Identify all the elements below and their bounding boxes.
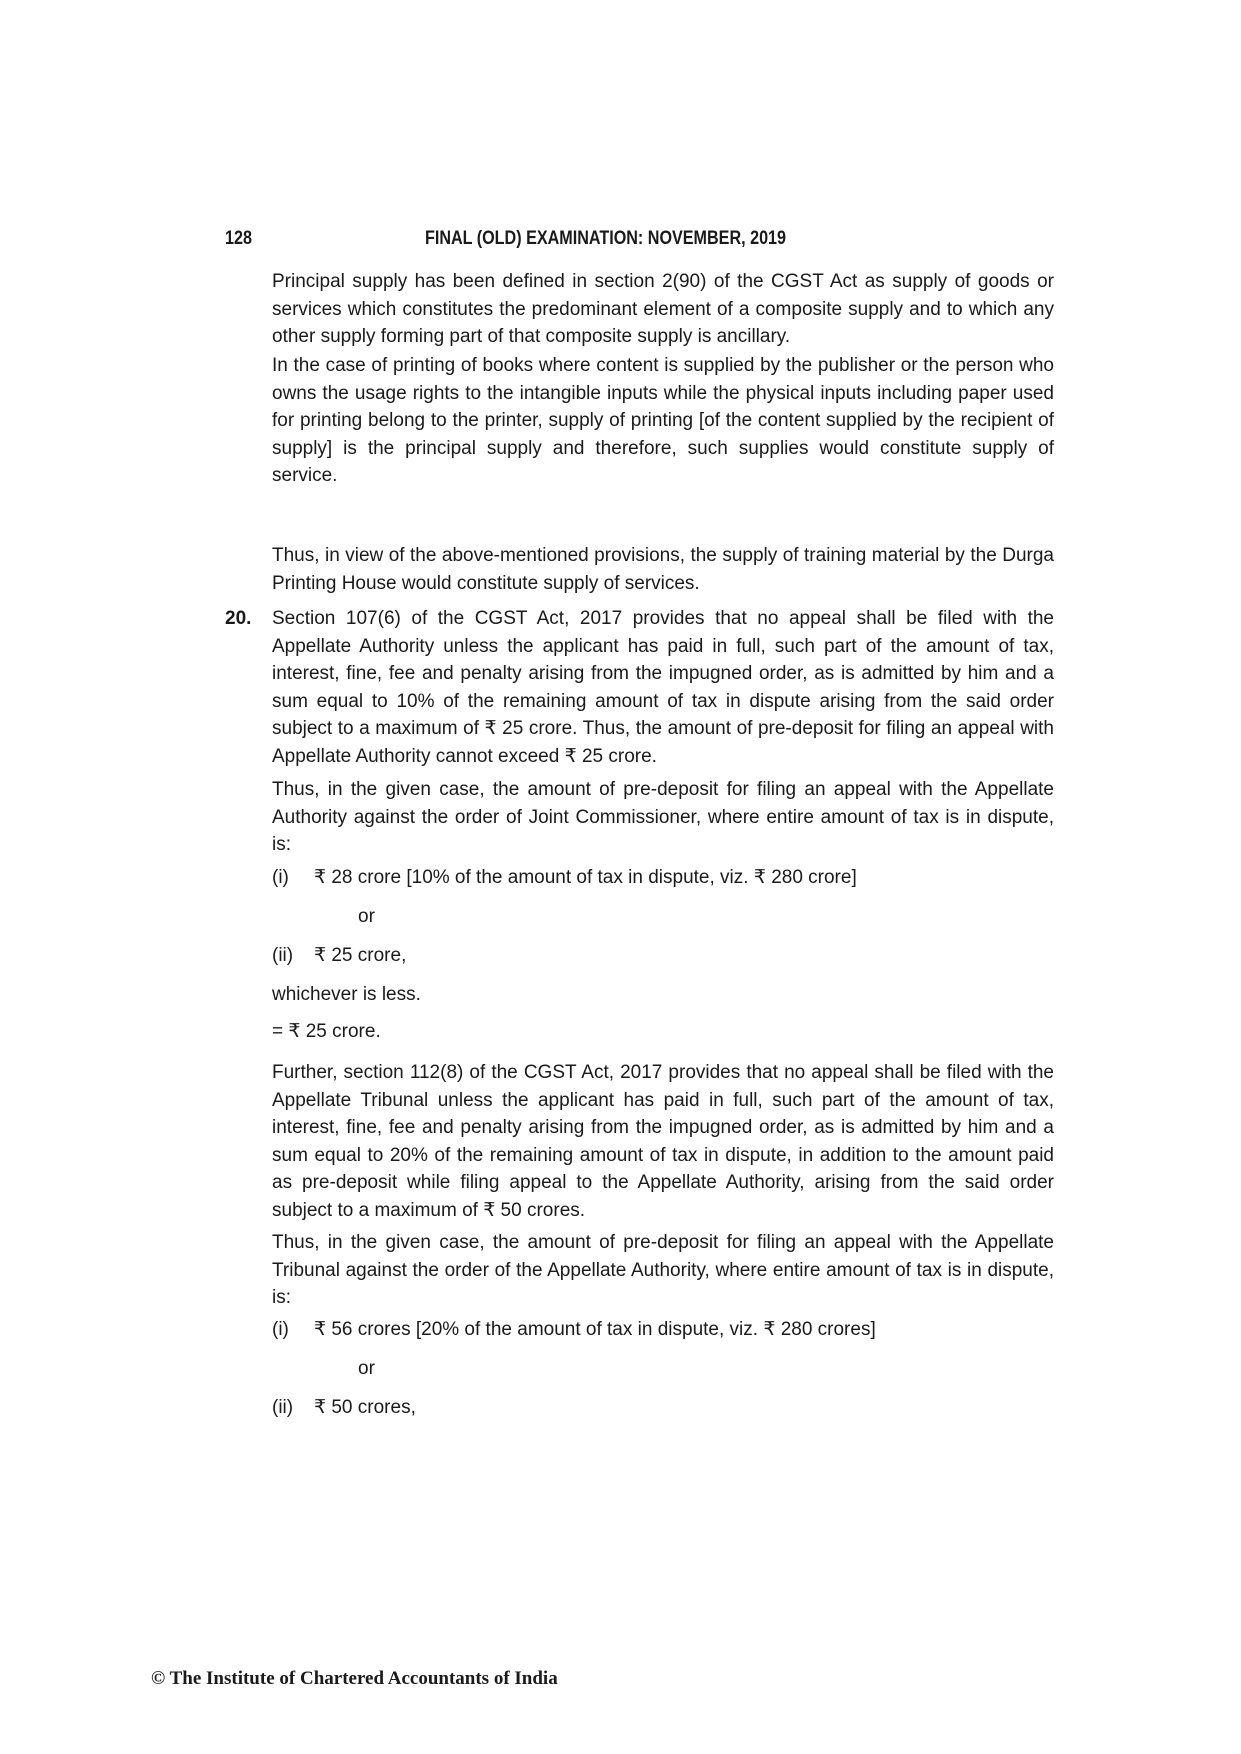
paragraph-text: Thus, in the given case, the amount of pre-deposit for filing an appeal with the Appellate Tribunal against the order of the Appellate Authority, where entire amount of tax is in dispute, is: [272, 1232, 1054, 1308]
list-or: or [358, 906, 375, 927]
list-item-label: (ii) [272, 1397, 294, 1418]
list-or: or [358, 1358, 375, 1379]
footer-copyright: © The Institute of Chartered Accountants of India [151, 1668, 558, 1689]
paragraph-text: In the case of printing of books where content is supplied by the publisher or the person who owns the usage rights to the intangible inputs while the physical inputs including paper used for printing belong to the printer, supply of printing [of the content supplied by the recipient of supply] is the principal supply and therefore, such supplies would constitute supply of service. [272, 355, 1054, 486]
list-item-label: (i) [272, 1319, 289, 1340]
list-item-label: (ii) [272, 945, 294, 966]
page-number: 128 [225, 228, 252, 249]
running-header-title: FINAL (OLD) EXAMINATION: NOVEMBER, 2019 [425, 228, 787, 249]
paragraph-text: Thus, in view of the above-mentioned provisions, the supply of training material by the Durga Printing House would constitute supply of services. [272, 545, 1054, 594]
paragraph-text: Section 107(6) of the CGST Act, 2017 provides that no appeal shall be filed with the Appellate Authority unless the applicant has paid in full, such part of the amount of tax, interest, fine, fee and penalty arising from the impugned order, as is admitted by him and a sum equal to 10% of the remaining amount of tax in dispute arising from the said order subject to a maximum of ₹ 25 crore. Thus, the amount of pre-deposit for filing an appeal with Appellate Authority cannot exceed ₹ 25 crore. [272, 608, 1054, 767]
paragraph-text: Principal supply has been defined in section 2(90) of the CGST Act as supply of goods or services which constitutes the predominant element of a composite supply and to which any other supply forming part of that composite supply is ancillary. [272, 271, 1054, 347]
list-item-text: ₹ 28 crore [10% of the amount of tax in dispute, viz. ₹ 280 crore] [314, 867, 857, 888]
paragraph-principal-supply [272, 268, 1054, 351]
paragraph-text: Thus, in the given case, the amount of pre-deposit for filing an appeal with the Appellate Authority against the order of Joint Commissioner, where entire amount of tax is in dispute, is: [272, 779, 1054, 855]
paragraph-section-107 [272, 605, 1054, 770]
list-item-label: (i) [272, 867, 289, 888]
paragraph-conclusion [272, 542, 1054, 597]
paragraph-text: Further, section 112(8) of the CGST Act, 2017 provides that no appeal shall be filed with the Appellate Tribunal unless the applicant has paid in full, such part of the amount of tax, interest, fine, fee and penalty arising from the impugned order, as is admitted by him and a sum equal to 20% of the remaining amount of tax in dispute, in addition to the amount paid as pre-deposit while filing appeal to the Appellate Authority, arising from the said order subject to a maximum of ₹ 50 crores. [272, 1062, 1054, 1221]
list-item-text: ₹ 50 crores, [314, 1397, 416, 1418]
paragraph-appellate-authority [272, 776, 1054, 859]
list-item-text: ₹ 25 crore, [314, 945, 407, 966]
list-item-text: ₹ 56 crores [20% of the amount of tax in dispute, viz. ₹ 280 crores] [314, 1319, 876, 1340]
paragraph-appellate-tribunal [272, 1229, 1054, 1312]
question-number: 20. [225, 608, 252, 629]
paragraph-section-112 [272, 1059, 1054, 1224]
paragraph-printing-books [272, 352, 1054, 490]
result-amount: = ₹ 25 crore. [272, 1021, 381, 1042]
whichever-less: whichever is less. [272, 984, 421, 1005]
